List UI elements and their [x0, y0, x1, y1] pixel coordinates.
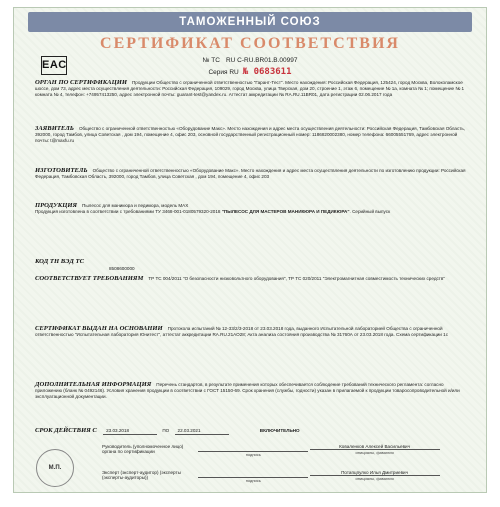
basis-section [35, 326, 468, 338]
cert-body-text: Продукции Общество с ограниченной ответственностью "Гарант-Тест". Место нахождения: Российская Федерация, 125424, город Москва, Волоколамское шоссе, дом 73, адрес места осуществления деятельности: Российская Федерация, 109029, город Москва, улица Тверская, дом 20, строение 1, этаж 6, помещение № 1а, комната № 1; помещение № 1 комната № 4, телефон: +74957413250, адрес электронной почты: guarant-test@yandex.ru. Аттестат аккредитации № RA.RU.11BR01, дата регистрации 02.06.2017 года [35, 80, 465, 97]
head-signature-caption: подпись [245, 452, 261, 457]
additional-info-section [35, 382, 468, 399]
additional-info-text: Перечень стандартов, в результате применения которых обеспечивается соблюдение требований технического регламента: согласно приложению (бланк № 0492146). Условия хранения продукции в соответствии с ГОСТ 15150-69. Срок хранения (службы, годности) указан в прилагаемой к продукции товаросопроводительной и/или эксплуатационной документации. [35, 382, 460, 399]
head-signature-row [102, 444, 468, 457]
requirements-heading: СООТВЕТСТВУЕТ ТРЕБОВАНИЯМ [35, 275, 144, 282]
applicant-text: Общество с ограниченной ответственностью «Оборудование Макс». Место нахождения и адрес места осуществления деятельности: Российская Федерация, Тамбовская Область, 392000, город Тамбов, улица Советская , дом 194, помещение 4, офис 203, основной государственный регистрационный номер: 1186820002380, номер телефона: 66005551769, адрес электронной почты: t@maxfu.ru [35, 126, 466, 143]
cert-body-heading: ОРГАН ПО СЕРТИФИКАЦИИ [35, 79, 127, 86]
expert-name: Потапцпулко Илья Дмитриевич [310, 470, 440, 476]
valid-from-date: 23.03.2018 [103, 428, 157, 435]
expert-signature-caption: подпись [245, 478, 261, 483]
requirements-text: ТР ТС 004/2011 "О безопасности низковольтного оборудования", ТР ТС 020/2011 "Электромагнитная совместимость технических средств" [148, 276, 445, 281]
cert-body-section [35, 80, 468, 97]
seal-placeholder: М.П. [36, 449, 74, 487]
head-name-caption: инициалы, фамилия [355, 450, 394, 455]
applicant-section [35, 126, 468, 143]
product-name: Пылесос для маникюра и педикюра, модель MAX [82, 203, 189, 208]
basis-heading: СЕРТИФИКАТ ВЫДАН НА ОСНОВАНИИ [35, 325, 163, 332]
manufacturer-section [35, 168, 468, 180]
product-serial-text: . Серийный выпуск [349, 208, 391, 214]
product-heading: ПРОДУКЦИЯ [35, 202, 78, 209]
tnved-value: 8508600000 [109, 266, 135, 271]
valid-to-label: ПО [162, 428, 170, 433]
customs-union-banner: ТАМОЖЕННЫЙ СОЮЗ [28, 12, 472, 32]
valid-inclusive-label: ВКЛЮЧИТЕЛЬНО [259, 428, 300, 433]
product-spec-title: "ПЫЛЕСОС ДЛЯ МАСТЕРОВ МАНИКЮРА И ПЕДИКЮРА" [221, 208, 350, 214]
serial-label: Серия RU [208, 69, 239, 76]
product-section [35, 203, 468, 215]
requirements-section [35, 276, 468, 282]
valid-to-date: 22.03.2021 [175, 428, 229, 435]
registration-number: RU C-RU.BR01.B.00997 [225, 57, 298, 64]
additional-info-heading: ДОПОЛНИТЕЛЬНАЯ ИНФОРМАЦИЯ [35, 381, 152, 388]
expert-signature-row [102, 470, 468, 483]
serial-number-line [14, 67, 486, 77]
expert-name-caption: инициалы, фамилия [355, 476, 394, 481]
manufacturer-heading: ИЗГОТОВИТЕЛЬ [35, 167, 88, 174]
certificate-title: СЕРТИФИКАТ СООТВЕТСТВИЯ [100, 35, 400, 52]
certificate-page [13, 7, 487, 493]
eac-logo: EAC [41, 56, 67, 75]
expert-role: Эксперт (эксперт-аудитор) (эксперты (эксперты-аудиторы)) [102, 470, 181, 480]
serial-number: № 0683611 [242, 67, 292, 77]
validity-section [35, 428, 468, 435]
product-spec-text: Продукция изготовлена в соответствии с требованиями ТУ 3468-001-0180579320-2018 [35, 208, 222, 214]
basis-text: Протокола испытаний № 12-33/2/3-2018 от 23.03.2018 года, выданного Испытательной лабораторией Общества с ограниченной ответственностью "Испытательная лаборатория Юнитест", аттестат аккредитации RA.RU.21АО28; Акта анализа состояния производства № 31760А от 23.03.2018 года. Схема сертификации 1с [35, 326, 448, 337]
registration-number-line [14, 57, 486, 64]
manufacturer-text: Общество с ограниченной ответственностью «Оборудование Макс». Место нахождения и адрес места осуществления деятельности по изготовлению продукции: Российская Федерация, Тамбовская Область, 392000, город Тамбов, улица Советская , дом 194, помещение 4, офис 203 [35, 168, 466, 179]
head-role: Руководитель (уполномоченное лицо) органа по сертификации [102, 444, 184, 454]
registration-label: № ТС [202, 57, 220, 64]
tnved-heading: КОД ТН ВЭД ТС [35, 258, 84, 265]
head-name: Коваленков Алексей Васильевич [310, 444, 440, 450]
validity-heading: СРОК ДЕЙСТВИЯ С [35, 427, 97, 434]
applicant-heading: ЗАЯВИТЕЛЬ [35, 125, 74, 132]
tnved-section [35, 259, 468, 265]
